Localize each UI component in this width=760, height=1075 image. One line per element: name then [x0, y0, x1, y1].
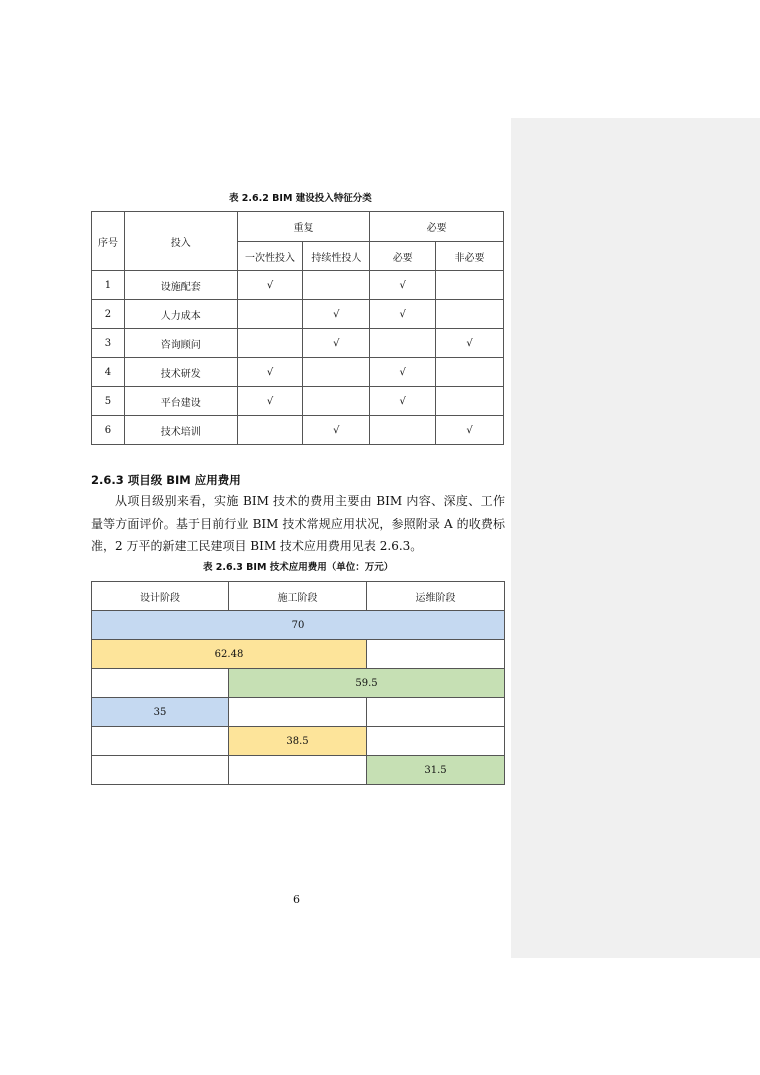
cell-necessary: √ [370, 300, 436, 329]
header-repeat: 重复 [237, 212, 370, 242]
cell-one-time [237, 300, 303, 329]
header-necessary: 必要 [370, 242, 436, 271]
empty-cell [367, 640, 505, 669]
table-row [92, 416, 504, 445]
cell-continuous: √ [303, 416, 370, 445]
table1-caption: 表 2.6.2 BIM 建设投入特征分类 [229, 193, 372, 204]
cost-cell: 35 [92, 698, 229, 727]
cell-no: 4 [92, 358, 125, 387]
cell-no: 3 [92, 329, 125, 358]
table-row [92, 640, 505, 669]
paragraph-text: 从项目级别来看，实施 BIM 技术的费用主要由 BIM 内容、深度、工作量等方面评价。基于目前行业 BIM 技术常规应用状况，参照附录 A 的收费标准，2 万平的新建工民建项目 BIM 技术应用费用见表 2.6.3。 [91, 494, 505, 553]
empty-cell [229, 756, 367, 785]
table-row [92, 271, 504, 300]
cell-no: 2 [92, 300, 125, 329]
cell-continuous [303, 387, 370, 416]
table-row [92, 698, 505, 727]
cell-name: 平台建设 [124, 387, 237, 416]
table-row [92, 387, 504, 416]
cell-name: 咨询顾问 [124, 329, 237, 358]
cost-cell: 38.5 [229, 727, 367, 756]
header-continuous: 持续性投人 [303, 242, 370, 271]
cell-name: 技术研发 [124, 358, 237, 387]
cost-cell: 59.5 [229, 669, 505, 698]
page-number: 6 [293, 893, 300, 906]
cost-cell: 31.5 [367, 756, 505, 785]
cell-no: 5 [92, 387, 125, 416]
header-need: 必要 [370, 212, 504, 242]
body-paragraph [91, 490, 505, 558]
cell-necessary [370, 416, 436, 445]
table-row [92, 329, 504, 358]
table-row [92, 727, 505, 756]
comment-pane [511, 118, 760, 958]
cell-no: 6 [92, 416, 125, 445]
cell-no: 1 [92, 271, 125, 300]
cost-cell: 62.48 [92, 640, 367, 669]
cell-name: 技术培训 [124, 416, 237, 445]
cell-one-time: √ [237, 358, 303, 387]
cell-unnecessary: √ [436, 329, 504, 358]
cell-name: 人力成本 [124, 300, 237, 329]
cell-necessary [370, 329, 436, 358]
empty-cell [92, 669, 229, 698]
cell-one-time [237, 416, 303, 445]
header-index: 序号 [92, 212, 125, 271]
empty-cell [367, 698, 505, 727]
cost-table [91, 581, 505, 785]
cell-unnecessary [436, 358, 504, 387]
table2-caption: 表 2.6.3 BIM 技术应用费用（单位：万元） [203, 562, 394, 573]
cell-continuous: √ [303, 329, 370, 358]
header-one-time: 一次性投入 [237, 242, 303, 271]
header-construction: 施工阶段 [229, 582, 367, 611]
cell-unnecessary [436, 271, 504, 300]
table-row [92, 669, 505, 698]
cost-cell: 70 [92, 611, 505, 640]
cell-unnecessary: √ [436, 416, 504, 445]
table-row [92, 756, 505, 785]
cell-necessary: √ [370, 358, 436, 387]
header-unnecessary: 非必要 [436, 242, 504, 271]
table-row [92, 300, 504, 329]
table-row [92, 358, 504, 387]
header-input: 投入 [124, 212, 237, 271]
header-operation: 运维阶段 [367, 582, 505, 611]
cell-necessary: √ [370, 387, 436, 416]
empty-cell [92, 727, 229, 756]
header-design: 设计阶段 [92, 582, 229, 611]
cell-continuous [303, 358, 370, 387]
cell-continuous: √ [303, 300, 370, 329]
empty-cell [367, 727, 505, 756]
cell-one-time: √ [237, 271, 303, 300]
cell-one-time [237, 329, 303, 358]
investment-table [91, 211, 504, 445]
empty-cell [92, 756, 229, 785]
cell-one-time: √ [237, 387, 303, 416]
cell-name: 设施配套 [124, 271, 237, 300]
section-heading: 2.6.3 项目级 BIM 应用费用 [91, 473, 241, 487]
cell-continuous [303, 271, 370, 300]
cell-unnecessary [436, 387, 504, 416]
cell-necessary: √ [370, 271, 436, 300]
empty-cell [229, 698, 367, 727]
table-row [92, 611, 505, 640]
cell-unnecessary [436, 300, 504, 329]
